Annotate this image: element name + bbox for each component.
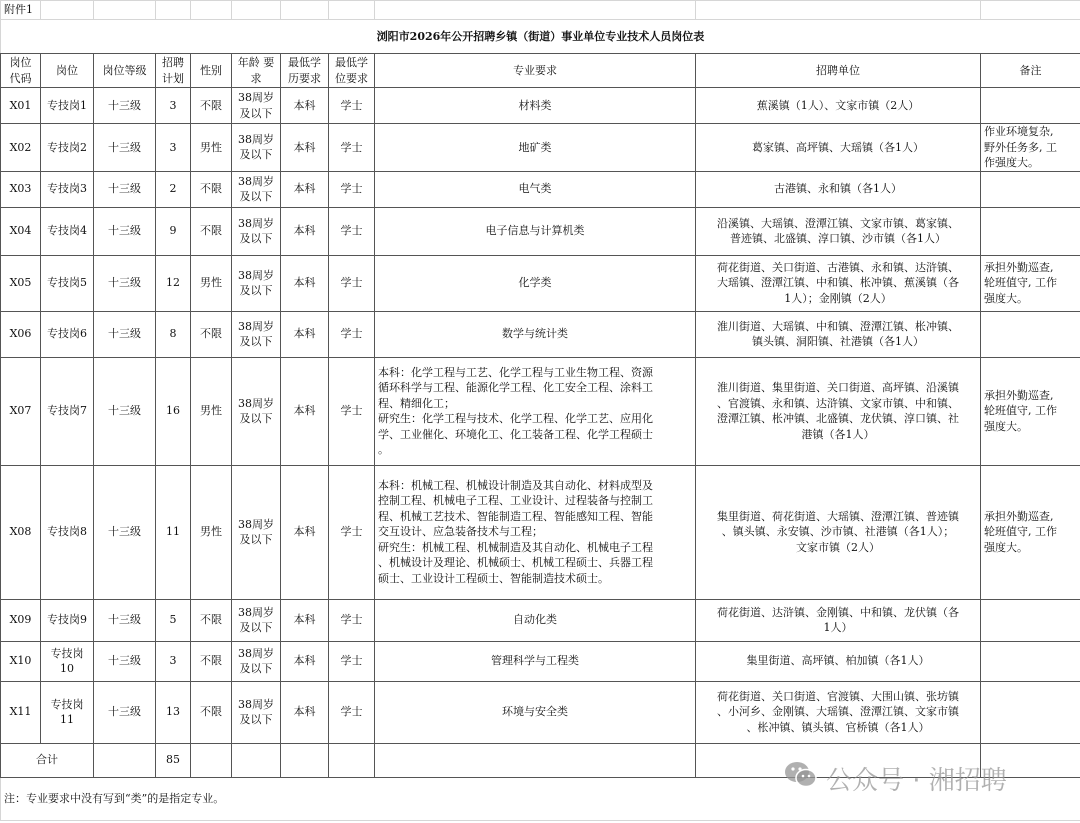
cell-age: 38周岁 及以下	[232, 357, 281, 465]
cell-unit: 集里街道、荷花街道、大瑶镇、澄潭江镇、普迹镇 、镇头镇、永安镇、沙市镇、社港镇（各1人）； 文家市镇（2人）	[696, 465, 981, 599]
cell-major: 材料类	[375, 88, 696, 124]
cell-remark	[981, 171, 1080, 207]
cell-grade: 十三级	[94, 357, 156, 465]
cell-remark	[981, 599, 1080, 641]
cell-edu: 本科	[281, 357, 329, 465]
cell-plan: 2	[156, 171, 191, 207]
header-plan: 招聘 计划	[156, 54, 191, 88]
cell-code: X07	[1, 357, 41, 465]
total-row	[1, 743, 1080, 777]
cell-code: X11	[1, 681, 41, 743]
cell-age: 38周岁 及以下	[232, 171, 281, 207]
cell-unit: 葛家镇、高坪镇、大瑶镇（各1人）	[696, 124, 981, 172]
table-row	[1, 124, 1080, 172]
cell-grade: 十三级	[94, 681, 156, 743]
cell-post: 专技岗7	[41, 357, 94, 465]
cell-post: 专技岗9	[41, 599, 94, 641]
cell-remark: 承担外勤巡查, 轮班值守, 工作 强度大。	[981, 255, 1080, 311]
cell-code: X02	[1, 124, 41, 172]
header-grade: 岗位等级	[94, 54, 156, 88]
cell-post: 专技岗 11	[41, 681, 94, 743]
cell-gender: 男性	[191, 124, 232, 172]
cell-post: 专技岗3	[41, 171, 94, 207]
cell-unit: 淮川街道、集里街道、关口街道、高坪镇、沿溪镇 、官渡镇、永和镇、达浒镇、文家市镇、中和镇、 澄潭江镇、枨冲镇、北盛镇、龙伏镇、淳口镇、社 港镇（各1人）	[696, 357, 981, 465]
cell-code: X04	[1, 207, 41, 255]
cell-post: 专技岗 10	[41, 641, 94, 681]
header-remark: 备注	[981, 54, 1080, 88]
attachment-label: 附件1	[1, 1, 41, 20]
cell-remark: 承担外勤巡查, 轮班值守, 工作 强度大。	[981, 465, 1080, 599]
cell-post: 专技岗8	[41, 465, 94, 599]
cell-age: 38周岁 及以下	[232, 641, 281, 681]
cell-gender: 男性	[191, 465, 232, 599]
cell-grade: 十三级	[94, 465, 156, 599]
cell-degree: 学士	[329, 171, 375, 207]
cell-edu: 本科	[281, 207, 329, 255]
table-row	[1, 681, 1080, 743]
cell-edu: 本科	[281, 465, 329, 599]
cell-degree: 学士	[329, 599, 375, 641]
cell-age: 38周岁 及以下	[232, 681, 281, 743]
cell-gender: 不限	[191, 171, 232, 207]
cell-edu: 本科	[281, 681, 329, 743]
header-degree: 最低学 位要求	[329, 54, 375, 88]
cell-post: 专技岗2	[41, 124, 94, 172]
header-row	[1, 54, 1080, 88]
cell-plan: 5	[156, 599, 191, 641]
cell-degree: 学士	[329, 681, 375, 743]
cell-major: 本科：机械工程、机械设计制造及其自动化、材料成型及 控制工程、机械电子工程、工业设计、过程装备与控制工 程、机械工艺技术、智能制造工程、智能感知工程、智能 交互设计、应急装备技术与工程； 研究生：机械工程、机械制造及其自动化、机械电子工程 、机械设计及理论、机械硕士、机械工程硕士、兵器工程 硕士、工业设计工程硕士、智能制造技术硕士。	[375, 465, 696, 599]
cell-age: 38周岁 及以下	[232, 599, 281, 641]
cell-age: 38周岁 及以下	[232, 88, 281, 124]
table-row	[1, 599, 1080, 641]
cell-code: X05	[1, 255, 41, 311]
cell-major: 电气类	[375, 171, 696, 207]
cell-degree: 学士	[329, 88, 375, 124]
cell-grade: 十三级	[94, 207, 156, 255]
cell-gender: 男性	[191, 255, 232, 311]
table-row	[1, 171, 1080, 207]
cell-degree: 学士	[329, 357, 375, 465]
cell-major: 本科：化学工程与工艺、化学工程与工业生物工程、资源 循环科学与工程、能源化学工程、化工安全工程、涂料工 程、精细化工； 研究生：化学工程与技术、化学工程、化学工艺、应用化 学、工业催化、环境化工、化工装备工程、化学工程硕士 。	[375, 357, 696, 465]
cell-edu: 本科	[281, 171, 329, 207]
table-body	[1, 88, 1080, 744]
cell-age: 38周岁 及以下	[232, 311, 281, 357]
cell-grade: 十三级	[94, 641, 156, 681]
cell-unit: 荷花街道、达浒镇、金刚镇、中和镇、龙伏镇（各 1人）	[696, 599, 981, 641]
cell-grade: 十三级	[94, 88, 156, 124]
cell-major: 化学类	[375, 255, 696, 311]
cell-degree: 学士	[329, 255, 375, 311]
total-label: 合计	[1, 743, 94, 777]
cell-code: X09	[1, 599, 41, 641]
cell-post: 专技岗5	[41, 255, 94, 311]
cell-plan: 12	[156, 255, 191, 311]
cell-edu: 本科	[281, 88, 329, 124]
header-unit: 招聘单位	[696, 54, 981, 88]
table-row	[1, 88, 1080, 124]
table-title: 浏阳市2026年公开招聘乡镇（街道）事业单位专业技术人员岗位表	[1, 20, 1080, 54]
cell-gender: 不限	[191, 599, 232, 641]
header-code: 岗位 代码	[1, 54, 41, 88]
cell-gender: 不限	[191, 311, 232, 357]
cell-plan: 16	[156, 357, 191, 465]
cell-plan: 3	[156, 88, 191, 124]
cell-code: X08	[1, 465, 41, 599]
cell-edu: 本科	[281, 255, 329, 311]
table-row	[1, 641, 1080, 681]
cell-remark	[981, 207, 1080, 255]
cell-unit: 荷花街道、关口街道、古港镇、永和镇、达浒镇、 大瑶镇、澄潭江镇、中和镇、枨冲镇、蕉溪镇（各 1人）；金刚镇（2人）	[696, 255, 981, 311]
cell-plan: 13	[156, 681, 191, 743]
cell-unit: 古港镇、永和镇（各1人）	[696, 171, 981, 207]
header-education: 最低学 历要求	[281, 54, 329, 88]
cell-gender: 不限	[191, 681, 232, 743]
cell-unit: 荷花街道、关口街道、官渡镇、大围山镇、张坊镇 、小河乡、金刚镇、大瑶镇、澄潭江镇、文家市镇 、枨冲镇、镇头镇、官桥镇（各1人）	[696, 681, 981, 743]
cell-gender: 不限	[191, 641, 232, 681]
cell-gender: 不限	[191, 207, 232, 255]
cell-degree: 学士	[329, 465, 375, 599]
header-gender: 性别	[191, 54, 232, 88]
header-age: 年龄 要 求	[232, 54, 281, 88]
total-plan: 85	[156, 743, 191, 777]
cell-plan: 3	[156, 124, 191, 172]
cell-unit: 集里街道、高坪镇、柏加镇（各1人）	[696, 641, 981, 681]
cell-age: 38周岁 及以下	[232, 255, 281, 311]
table-row	[1, 207, 1080, 255]
cell-post: 专技岗1	[41, 88, 94, 124]
cell-post: 专技岗6	[41, 311, 94, 357]
cell-unit: 蕉溪镇（1人）、文家市镇（2人）	[696, 88, 981, 124]
watermark-text: 公众号 · 湘招聘	[826, 766, 1007, 796]
cell-grade: 十三级	[94, 171, 156, 207]
cell-gender: 不限	[191, 88, 232, 124]
table-row	[1, 357, 1080, 465]
header-post: 岗位	[41, 54, 94, 88]
header-major: 专业要求	[375, 54, 696, 88]
cell-age: 38周岁 及以下	[232, 124, 281, 172]
cell-degree: 学士	[329, 207, 375, 255]
cell-remark: 作业环境复杂, 野外任务多, 工 作强度大。	[981, 124, 1080, 172]
cell-plan: 9	[156, 207, 191, 255]
cell-major: 自动化类	[375, 599, 696, 641]
cell-degree: 学士	[329, 124, 375, 172]
cell-remark	[981, 88, 1080, 124]
cell-remark	[981, 641, 1080, 681]
table-row	[1, 465, 1080, 599]
cell-post: 专技岗4	[41, 207, 94, 255]
cell-code: X10	[1, 641, 41, 681]
cell-remark: 承担外勤巡查, 轮班值守, 工作 强度大。	[981, 357, 1080, 465]
cell-edu: 本科	[281, 124, 329, 172]
cell-major: 地矿类	[375, 124, 696, 172]
cell-plan: 8	[156, 311, 191, 357]
cell-edu: 本科	[281, 599, 329, 641]
cell-grade: 十三级	[94, 255, 156, 311]
footnote: 注：专业要求中没有写到“类”的是指定专业。	[1, 777, 1080, 820]
cell-grade: 十三级	[94, 599, 156, 641]
cell-edu: 本科	[281, 641, 329, 681]
cell-major: 管理科学与工程类	[375, 641, 696, 681]
cell-plan: 3	[156, 641, 191, 681]
cell-code: X06	[1, 311, 41, 357]
cell-degree: 学士	[329, 641, 375, 681]
cell-plan: 11	[156, 465, 191, 599]
cell-grade: 十三级	[94, 124, 156, 172]
table-row	[1, 311, 1080, 357]
cell-unit: 沿溪镇、大瑶镇、澄潭江镇、文家市镇、葛家镇、 普迹镇、北盛镇、淳口镇、沙市镇（各1人）	[696, 207, 981, 255]
cell-age: 38周岁 及以下	[232, 465, 281, 599]
cell-major: 数学与统计类	[375, 311, 696, 357]
cell-gender: 男性	[191, 357, 232, 465]
cell-code: X03	[1, 171, 41, 207]
cell-major: 环境与安全类	[375, 681, 696, 743]
cell-remark	[981, 311, 1080, 357]
cell-grade: 十三级	[94, 311, 156, 357]
cell-edu: 本科	[281, 311, 329, 357]
cell-unit: 淮川街道、大瑶镇、中和镇、澄潭江镇、枨冲镇、 镇头镇、洞阳镇、社港镇（各1人）	[696, 311, 981, 357]
cell-remark	[981, 681, 1080, 743]
table-row	[1, 255, 1080, 311]
cell-code: X01	[1, 88, 41, 124]
cell-degree: 学士	[329, 311, 375, 357]
cell-age: 38周岁 及以下	[232, 207, 281, 255]
cell-major: 电子信息与计算机类	[375, 207, 696, 255]
